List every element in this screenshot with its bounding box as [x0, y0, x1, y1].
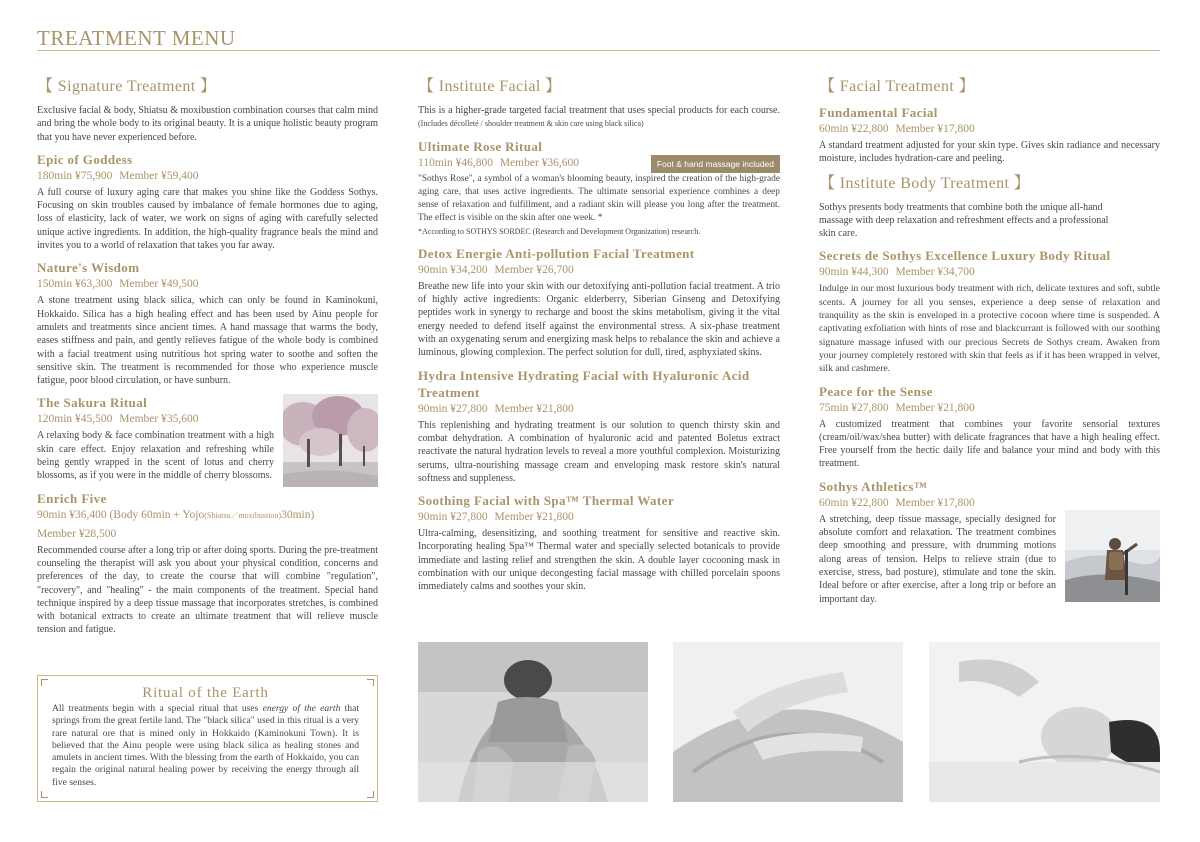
item-price: 180min ¥75,900 Member ¥59,400 — [37, 169, 199, 182]
item-description: A standard treatment adjusted for your skin type. Gives skin radiance and necessary moisture, includes hydration-care and peeling. — [819, 140, 1160, 165]
facial-treatment-heading: 【 Facial Treatment 】 — [819, 78, 975, 95]
item-description: Recommended course after a long trip or after doing sports. During the pre-treatment counseling the therapist will ask you about your physical condition, concerns and preferences of the day, to create the course that will combine "regulation", "recovery", and "healing" - the main components of the treatment. Special hand technique inspired by a deep tissue massage that incorporates stretches, is combined with botanical extracts to create an ultimate treatment that will relieve muscle tension and fatigue. — [37, 544, 378, 636]
item-description: A relaxing body & face combination treatment with a high skin care effect. Enjoy relaxation and refreshing while being gently wrapped in the scent of lotus and cherry blossoms, as if you were in the middle of cherry blossoms. — [37, 430, 274, 482]
ritual-text: All treatments begin with a special ritual that uses energy of the earth that springs from the great fertile land. The "black silica" used in this ritual is a very rare natural ore that is mined only in Hokkaido (Kaminokuni Town). It is believed that the Ainu people were using black silica as healing stones and amulets in ancient times. With the blessing from the earth of Hokkaido, you can regain the original natural healing power by receiving the energy through all five senses. — [52, 703, 359, 788]
item-price: 90min ¥27,800 Member ¥21,800 — [418, 402, 574, 415]
frame-corner — [41, 679, 48, 686]
item-title: Epic of Goddess — [37, 151, 133, 167]
title-divider — [37, 50, 1160, 51]
item-description: Ultra-calming, desensitizing, and soothing treatment for sensitive and reactive skin. Incorporating healing Spa™ Thermal water and specially selected botanicals to provide immediate and lasting relief and strengthen the skin. A double layer cocooning mask in combination with our unique decongesting facial massage with chilled porcelain spoons immediately calms and soothes your skin. — [418, 528, 780, 593]
item-description: A customized treatment that combines your favorite sensorial textures (cream/oil/wax/shea butter) with delicate fragrances that have a high healing effect. Free yourself from the hectic daily life and balance your mind and body with this treatment. — [819, 418, 1160, 470]
item-title: Ultimate Rose Ritual — [418, 138, 543, 154]
frame-corner — [367, 791, 374, 798]
item-price: 75min ¥27,800 Member ¥21,800 — [819, 401, 975, 414]
item-title: Hydra Intensive Hydrating Facial with Hyaluronic Acid Treatment — [418, 367, 750, 400]
item-price: 110min ¥46,800 Member ¥36,600 Foot & hand massage included — [418, 155, 780, 171]
hiker-photo — [1065, 510, 1160, 602]
back-massage-photo — [418, 642, 648, 802]
item-title: Enrich Five — [37, 490, 107, 506]
facial-massage-photo — [929, 642, 1160, 802]
signature-column — [37, 76, 378, 644]
item-title: Peace for the Sense — [819, 383, 933, 399]
institute-body-intro: Sothys presents body treatments that combine both the unique all-hand massage with deep relaxation and refreshment effects and a professional skin care. — [819, 201, 1109, 240]
institute-facial-intro: This is a higher-grade targeted facial treatment that uses special products for each course.(Includes décolleté / shoulder treatment & skin care using black silica) — [418, 105, 780, 129]
ritual-title: Ritual of the Earth — [142, 685, 269, 701]
natures-wisdom — [37, 259, 378, 387]
item-title: Soothing Facial with Spa™ Thermal Water — [418, 493, 674, 509]
signature-heading: 【 Signature Treatment 】 — [37, 78, 217, 95]
item-description: Breathe new life into your skin with our detoxifying anti-pollution facial treatment. A trio of highly active ingredients: Organic elderberry, Siberian Ginseng and Detoxifying peptides work in synergy to recharge and boost the skins metabolism, giving it the vital energy needed to defend itself against the environmental stress. A six-phase treatment with an oxygenating serum and energizing mask helps to rebalance the skin and achieve a luminous, glowing complexion. The perfect solution for dull, tired, asphyxiated skins. — [418, 280, 780, 359]
ultimate-rose-ritual — [418, 138, 780, 238]
included-badge: Foot & hand massage included — [651, 155, 780, 173]
item-title: The Sakura Ritual — [37, 395, 148, 411]
facial-body-column — [819, 76, 1160, 613]
secrets-de-sothys — [819, 247, 1160, 375]
item-price: 90min ¥36,400 (Body 60min + Yojo(Shiatsu／moxibustion)30min) — [37, 508, 315, 521]
cherry-blossom-photo — [283, 394, 378, 487]
hydra-intensive — [418, 367, 780, 485]
detox-energie — [418, 245, 780, 360]
frame-corner — [367, 679, 374, 686]
frame-corner — [41, 791, 48, 798]
item-price: 120min ¥45,500 Member ¥35,600 — [37, 413, 199, 426]
item-member-price: Member ¥28,500 — [37, 527, 117, 540]
item-description: This replenishing and hydrating treatment is our solution to quench thirsty skin and combat dehydration. A combination of hyaluronic acid and patented Boletus extract reactivate the natural hydration levels to reveal a more youthful complexion. Moisturizing serums, ultra-nourishing massage cream and enveloping mask restore skin's natural softness and suppleness. — [418, 419, 780, 484]
item-price: 90min ¥34,200 Member ¥26,700 — [418, 263, 574, 276]
item-title: Fundamental Facial — [819, 105, 938, 120]
signature-intro: Exclusive facial & body, Shiatsu & moxibustion combination courses that calm mind and bring the whole body to its original beauty. It is a unique holistic beauty program that you have never experienced before. — [37, 105, 378, 143]
institute-facial-heading: 【 Institute Facial 】 — [418, 78, 562, 95]
soothing-facial — [418, 492, 780, 593]
item-description: A full course of luxury aging care that makes you shine like the Goddess Sothys. Focusing on skin troubles caused by imbalance of female hormones due to aging, loss of elasticity, lack of water, we work on signs of aging with carefully selected unique active ingredients. In addition, the high-quality fragrance heals the mind and invites you to a world of relaxation that takes you far away. — [37, 186, 378, 252]
hands-massage-photo — [673, 642, 903, 802]
ritual-of-the-earth-box — [37, 675, 378, 802]
item-title: Detox Energie Anti-pollution Facial Treatment — [418, 245, 695, 261]
institute-facial-column — [418, 76, 780, 601]
item-price: 60min ¥22,800 Member ¥17,800 — [819, 123, 975, 135]
item-title: Sothys Athletics™ — [819, 478, 928, 494]
peace-for-the-sense — [819, 383, 1160, 471]
sakura-ritual — [37, 394, 378, 482]
item-title: Secrets de Sothys Excellence Luxury Body Ritual — [819, 248, 1111, 264]
institute-body-heading: 【 Institute Body Treatment 】 — [819, 174, 1031, 192]
item-title: Nature's Wisdom — [37, 260, 140, 276]
item-description: A stone treatment using black silica, which can only be found in Kaminokuni, Hokkaido. Silica has a high healing effect and has been used by Ainu people for amulets and treatments since ancient times. A hand massage that warms the body, eases stiffness and pain, and gently relieves fatigue of the whole body is combined with a facial treatment using nutritious hot spring water to soothe and soften the sensitive skin. The treatment is recommended for those who experience muscle fatigue, poor blood circulation, or have sunburn. — [37, 295, 378, 387]
page-title: TREATMENT MENU — [37, 26, 236, 50]
item-price: 90min ¥44,300 Member ¥34,700 — [819, 266, 975, 279]
sothys-athletics — [819, 478, 1160, 606]
enrich-five — [37, 490, 378, 637]
item-price: 150min ¥63,300 Member ¥49,500 — [37, 278, 199, 291]
item-description: Indulge in our most luxurious body treatment with rich, delicate textures and soft, subtle scents. A journey for all you senses, experience a deep sense of relaxation and tranquility as the skin is enveloped in a protective cocoon where time is suspended. A captivating exfoliation with hints of rose and blackcurrant is followed with our soothing signature massage infused with our precious Secrets de Sothys cream. Awaken from your journey completely restored with skin that feels as if it has been wrapped in velvet, silk and cashmere. — [819, 283, 1160, 375]
item-description: A stretching, deep tissue massage, specially designed for absolute comfort and relaxation. The treatment combines deep smoothing and pressure, with drumming motions along areas of tension. Helps to relieve strain (due to exercise, stress, bad posture), stimulate and tone the skin. Ideal before or after exercise, after a long trip or before an important day. — [819, 513, 1056, 605]
epic-of-goddess — [37, 151, 378, 252]
item-price: 60min ¥22,800 Member ¥17,800 — [819, 496, 975, 509]
item-footnote: *According to SOTHYS SORDEC (Research and Development Organization) research. — [418, 226, 701, 236]
fundamental-facial — [819, 104, 1160, 166]
item-description: "Sothys Rose", a symbol of a woman's blooming beauty, inspired the creation of the high-grade aging care, that uses active ingredients. The ultimate sensorial experience combines a deep sense of relaxation and fulfillment, and a radiant skin will please you long after the treatment. The effect is visible on the skin after one week. * — [418, 173, 780, 223]
item-price: 90min ¥27,800 Member ¥21,800 — [418, 511, 574, 524]
